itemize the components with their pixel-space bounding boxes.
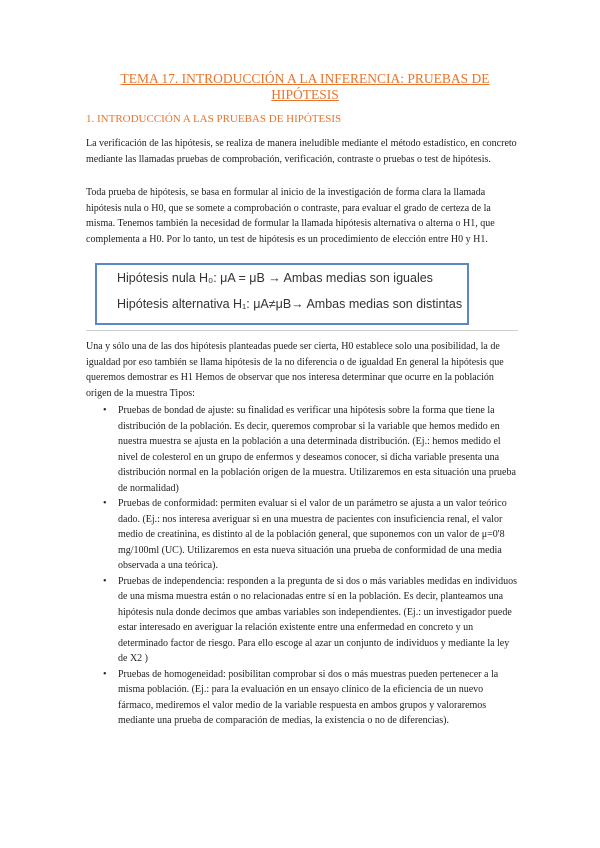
- list-item: [105, 403, 518, 496]
- list-item-text: Pruebas de independencia: responden a la pregunta de si dos o más variables medidas en individuos de una misma muestra están o no relacionadas entre sí en la población. Es decir, planteamos una hipótesis nula donde decimos que ambas variables son independientes. (Ej.: un investigador puede estar interesado en averiguar la relación existente entre una enfermedad en concreto y un determinado factor de riesgo. Para ello escoge al azar un conjunto de individuos y mediante la ley de X2 ): [118, 575, 518, 664]
- list-item-text: Pruebas de conformidad: permiten evaluar si el valor de un parámetro se ajusta a un valor teórico dado. (Ej.: nos interesa averiguar si en una muestra de pacientes con insuficiencia renal, el valor medio de creatinina, es distinto al de la población general, que suponemos con un valor de μ=0'8 mg/100ml (UC). Utilizaremos en esta nueva situación una prueba de conformidad de una media observada a una teórica).: [118, 498, 507, 571]
- bullet-icon: •: [103, 405, 107, 416]
- list-item: [105, 496, 518, 574]
- section-heading: 1. INTRODUCCIÓN A LAS PRUEBAS DE HIPÓTESIS: [86, 113, 342, 125]
- paragraph-intro: La verificación de las hipótesis, se realiza de manera ineludible mediante el método estadístico, en concreto mediante las llamadas pruebas de comprobación, verificación, contraste o pruebas o test de hipótesis.: [86, 138, 517, 165]
- bullet-icon: •: [103, 498, 107, 509]
- list-item-text: Pruebas de homogeneidad: posibilitan comprobar si dos o más muestras pueden pertenecer a la misma población. (Ej.: para la evaluación en un ensayo clínico de la eficiencia de un nuevo fármaco, mediremos el valor medio de la variable respuesta en ambos grupos y valoraremos mediante una prueba de comparación de medias, la existencia o no de diferencias).: [118, 668, 499, 726]
- list-item: [105, 574, 518, 667]
- hypothesis-box: [95, 263, 469, 325]
- null-hypothesis: Hipótesis nula H₀: μA = μB → Ambas medias son iguales: [117, 271, 433, 285]
- divider: [86, 330, 518, 331]
- list-item: [105, 667, 518, 729]
- paragraph-types-intro: Una y sólo una de las dos hipótesis planteadas puede ser cierta, H0 establece solo una posibilidad, la de igualdad por eso también se llama hipótesis de la no diferencia o de igualdad En general la hipótesis que queremos demostrar es H1 Hemos de observar que nos interesa determinar que ocurre en la población origen de la muestra Tipos:: [86, 341, 504, 399]
- list-item-text: Pruebas de bondad de ajuste: su finalidad es verificar una hipótesis sobre la forma que tiene la distribución de la población. Es decir, queremos comprobar si la variable que hemos medido en nuestra muestra se ajusta en la población a una determinada distribución. (Ej.: hemos medido el nivel de colesterol en un grupo de enfermos y deseamos conocer, si dicha variable presenta una distribución normal en la población origen de la muestra. Utilizaremos en esta situación una prueba de normalidad): [118, 405, 516, 494]
- paragraph-hypothesis-test: Toda prueba de hipótesis, se basa en formular al inicio de la investigación de forma clara la llamada hipótesis nula o H0, que se somete a comprobación o contraste, para evaluar el grado de certeza de la misma. Tenemos también la necesidad de formular la llamada hipótesis alternativa o alterna o H1, que complementa a H0. Por lo tanto, un test de hipótesis es un procedimiento de elección entre H0 y H1.: [86, 187, 495, 245]
- test-types-list: [105, 403, 518, 729]
- bullet-icon: •: [103, 575, 107, 587]
- bullet-icon: •: [103, 668, 107, 680]
- alternative-hypothesis: Hipótesis alternativa H₁: μA≠μB→ Ambas medias son distintas: [117, 297, 463, 311]
- document-title: TEMA 17. INTRODUCCIÓN A LA INFERENCIA: PRUEBAS DE HIPÓTESIS: [120, 71, 490, 102]
